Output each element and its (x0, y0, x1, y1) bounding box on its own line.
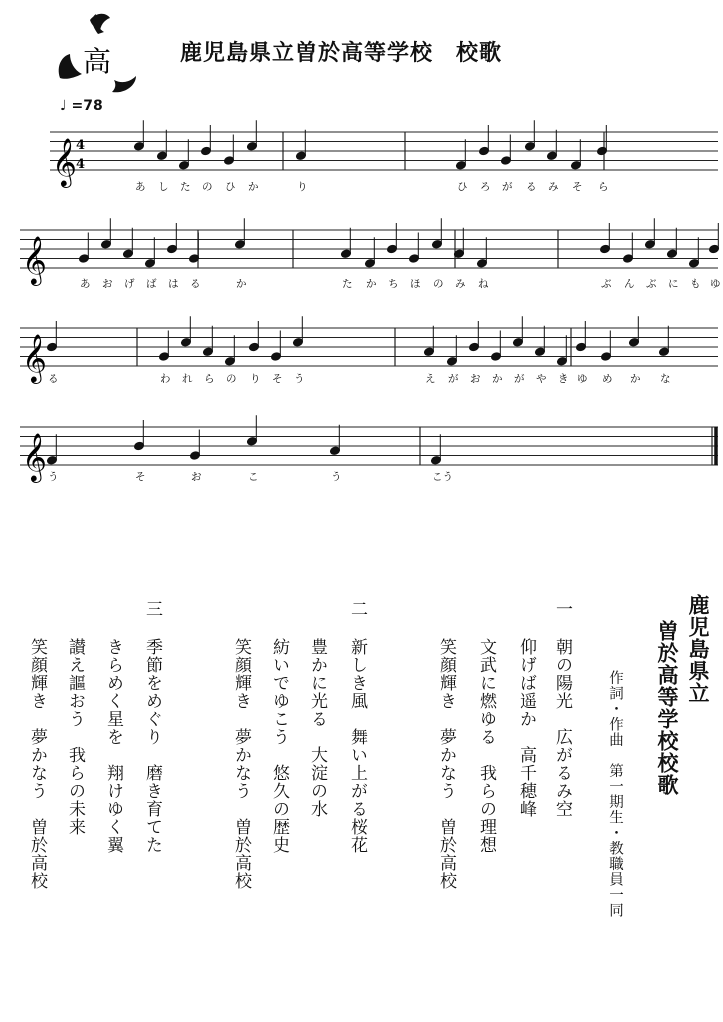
lyric-syllable: そ (135, 471, 146, 483)
lyric-syllable: あ (135, 181, 146, 193)
lyric-syllable: ち (388, 278, 399, 290)
lyric-syllable: ば (146, 278, 157, 290)
lyric-syllable: は (168, 278, 179, 290)
page-title: 鹿児島県立曽於高等学校 校歌 (180, 41, 503, 66)
sheet-music-score (0, 0, 723, 500)
treble-clef-icon: 𝄞 (52, 137, 77, 186)
lyric-syllable: が (514, 373, 525, 385)
lyric-syllable: ゆ (577, 373, 588, 385)
staff-system-3 (20, 316, 718, 385)
lyric-syllable: き (558, 373, 569, 385)
verse-3-number: 三 (142, 600, 162, 618)
lyric-syllable: え (425, 373, 436, 385)
verse-1-line-4: 笑顔輝き 夢かなう 曽於高校 (436, 638, 456, 890)
lyric-syllable: み (548, 181, 559, 193)
lyric-syllable: れ (182, 373, 193, 385)
lyric-syllable: ん (624, 278, 635, 290)
lyric-syllable: か (492, 373, 503, 385)
lyric-syllable: ぶ (646, 278, 657, 290)
verse-2-line-2: 豊かに光る 大淀の水 (307, 638, 327, 818)
lyric-syllable: ら (598, 181, 609, 193)
lyric-syllable: の (433, 278, 444, 290)
verse-2-line-4: 笑顔輝き 夢かなう 曽於高校 (231, 638, 251, 890)
lyric-syllable: ほ (410, 278, 421, 290)
lyric-syllable: そ (572, 181, 583, 193)
lyric-syllable: う (48, 471, 59, 483)
emblem-char: 高 (82, 45, 112, 78)
lyric-syllable: り (297, 181, 308, 193)
lyric-syllable: わ (160, 373, 171, 385)
lyric-syllable: う (294, 373, 305, 385)
lyric-syllable: ろ (480, 181, 491, 193)
credit-line: 作詞・作曲 第一期生・教職員一同 (607, 670, 623, 918)
song-title-line-1: 鹿児島県立 (686, 594, 710, 704)
treble-clef-icon: 𝄞 (22, 333, 47, 382)
lyric-syllable: う (331, 471, 342, 483)
lyric-syllable: ら (204, 373, 215, 385)
verse-1-line-2: 仰げば遥か 高千穂峰 (516, 638, 536, 818)
lyric-syllable: が (502, 181, 513, 193)
staff-system-2 (20, 218, 721, 290)
lyric-syllable: ぶ (601, 278, 612, 290)
lyric-syllable: る (526, 181, 537, 193)
lyric-syllable: ひ (225, 181, 236, 193)
lyric-syllable: お (470, 373, 481, 385)
verse-3-line-2: きらめく星を 翔けゆく翼 (103, 638, 123, 854)
lyric-syllable: か (630, 373, 641, 385)
lyric-syllable: が (448, 373, 459, 385)
lyric-syllable: た (180, 181, 191, 193)
verse-1-line-3: 文武に燃ゆる 我らの理想 (476, 638, 496, 854)
lyric-syllable: お (191, 471, 202, 483)
time-signature-icon: 4 (76, 138, 86, 153)
verse-3-line-4: 笑顔輝き 夢かなう 曽於高校 (27, 638, 47, 890)
lyric-syllable: げ (124, 278, 135, 290)
lyric-syllable: こう (432, 471, 453, 483)
tempo-marking: ♩ =78 (60, 98, 103, 114)
verse-2-line-1: 新しき風 舞い上がる桜花 (347, 638, 367, 854)
lyric-syllable: の (202, 181, 213, 193)
lyric-syllable: み (455, 278, 466, 290)
lyric-syllable: あ (80, 278, 91, 290)
lyric-syllable: め (602, 373, 613, 385)
lyric-syllable: り (250, 373, 261, 385)
staff-system-1 (50, 120, 718, 193)
lyric-syllable: た (342, 278, 353, 290)
song-title-line-2: 曽於高等学校校歌 (655, 620, 679, 796)
verse-1-line-1: 朝の陽光 広がるみ空 (552, 638, 572, 818)
lyric-syllable: こ (248, 471, 259, 483)
lyric-syllable: か (248, 181, 259, 193)
lyric-syllable: か (366, 278, 377, 290)
lyric-syllable: か (236, 278, 247, 290)
treble-clef-icon: 𝄞 (22, 432, 47, 481)
time-signature-icon: 4 (76, 157, 86, 172)
lyric-syllable: ひ (457, 181, 468, 193)
treble-clef-icon: 𝄞 (22, 235, 47, 284)
lyric-syllable: お (102, 278, 113, 290)
lyric-syllable: ゆ (710, 278, 721, 290)
lyric-syllable: や (536, 373, 547, 385)
verse-1-number: 一 (552, 600, 572, 618)
staff-system-4 (20, 415, 718, 483)
lyric-syllable: に (668, 278, 679, 290)
lyric-syllable: な (660, 373, 671, 385)
verse-3-line-1: 季節をめぐり 磨き育てた (142, 638, 162, 854)
verse-3-line-3: 讃え謳おう 我らの未来 (65, 638, 85, 836)
verse-2-line-3: 紡いでゆこう 悠久の歴史 (269, 638, 289, 854)
lyric-syllable: そ (272, 373, 283, 385)
lyric-syllable: る (48, 373, 59, 385)
lyric-syllable: の (226, 373, 237, 385)
lyric-syllable: る (190, 278, 201, 290)
lyric-syllable: し (158, 181, 169, 193)
verse-2-number: 二 (347, 600, 367, 618)
lyric-syllable: も (690, 278, 701, 290)
lyric-syllable: ね (478, 278, 489, 290)
